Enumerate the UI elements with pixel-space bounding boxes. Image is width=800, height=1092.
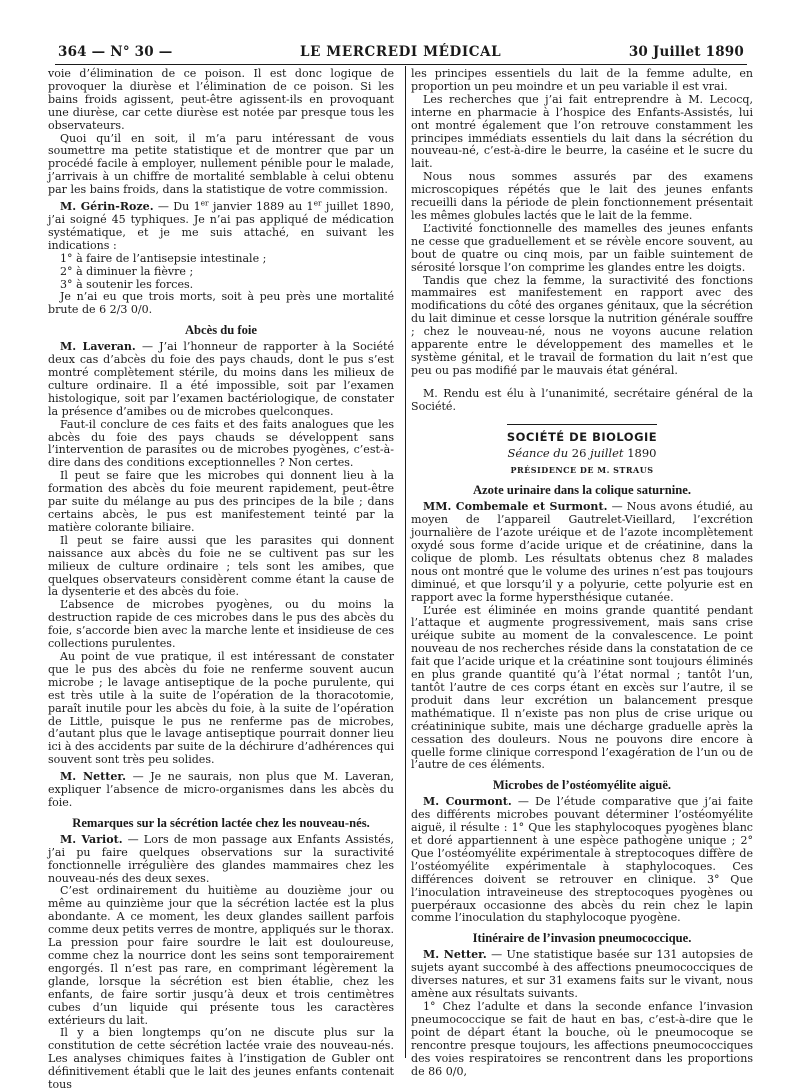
speaker-paragraph (48, 834, 394, 886)
speaker-name: M. Laveran. (60, 340, 136, 354)
section-heading: Itinéraire de l’invasion pneumococcique. (472, 931, 692, 946)
paragraph: L’urée est éliminée en moins grande quantité pendant l’attaque et augmente progressivement, mais sans crise uréique subite au moment de la convalescence. Le point nouveau de nos recherches réside dans la constatation de ce fait que l’acide urique et la créatinine sont toujours éliminés en plus grande quantité qu’à l’état normal ; tantôt l’un, tantôt l’autre de ces corps étant en excès sur l’autre, il se produit dans leur excrétion un balancement presque mathématique. Il n’existe pas non plus de crise urique ou créatininique subite, mais une décharge graduelle après la cessation des douleurs. Nous ne pouvons dire encore à quelle forme clinique correspond l’exagération de l’un ou de l’autre de ces éléments. (411, 603, 753, 772)
speaker-name: M. Variot. (60, 832, 123, 846)
paragraph: C’est ordinairement du huitième au douzième jour ou même au quinzième jour que la sécrétion lactée est la plus abondante. A ce moment, les deux glandes saillent parfois comme deux petits verres de montre, appliqués sur le thorax. La pression pour faire sourdre le lait est douloureuse, comme chez la nourrice dont les seins sont temporairement engorgés. Il n’est pas rare, en comprimant légèrement la glande, lorsque la sécrétion est bien établie, chez les enfants, de faire sortir jusqu’à deux et trois centimètres cubes d’un liquide qui présente tous les caractères extérieurs du lait. (48, 884, 394, 1027)
society-title: SOCIÉTÉ DE BIOLOGIE (506, 429, 658, 444)
speaker-name: MM. Combemale et Surmont. (423, 500, 608, 514)
journal-title: LE MERCREDI MÉDICAL (300, 44, 502, 60)
speaker-name: M. Courmont. (423, 795, 512, 809)
session-day: 26 (571, 446, 587, 461)
paragraph-text: — Une statistique basée sur 131 autopsies de sujets ayant succombé à des affections pneumococciques de diverses natures, et sur 31 examens faits sur le vivant, nous amène aux résultats suivants. (411, 948, 753, 1001)
paragraph: les principes essentiels du lait de la femme adulte, en proportion un peu moindre et un peu variable il est vrai. (411, 67, 753, 93)
speaker-paragraph (48, 771, 394, 810)
speaker-paragraph (48, 341, 394, 418)
paragraph-text: — Je ne saurais, non plus que M. Laveran, expliquer l’absence de micro-organismes dans les abcès du foie. (48, 770, 394, 809)
paragraph: Nous nous sommes assurés par des examens microscopiques répétés que le lait des jeunes enfants recueilli dans la période de plein fonctionnement présentait les mêmes globules lactés que le lait de la femme. (411, 170, 753, 222)
superscript: er (313, 198, 322, 208)
superscript: er (200, 198, 209, 208)
speaker-name: M. Netter. (423, 948, 487, 962)
paragraph: voie d’élimination de ce poison. Il est donc logique de provoquer la diurèse et l’élimination de ce poison. Si les bains froids agissent, peut-être agissent-ils en provoquant une diurèse, car cette diurèse est notée par presque tous les observateurs. (48, 67, 394, 132)
presidency-line: PRÉSIDENCE DE M. STRAUS (510, 465, 654, 476)
list-item: 3° à soutenir les forces. (60, 277, 194, 291)
page-number: 364 — N° 30 — (58, 44, 173, 60)
paragraph: L’absence de microbes pyogènes, ou du moins la destruction rapide de ces microbes dans le pus des abcès du foie, s’accorde bien avec la marche lente et insidieuse de ces collections purulentes. (48, 598, 394, 651)
paragraph: Il peut se faire que les microbes qui donnent lieu à la formation des abcès du foie meurent rapidement, peut-être par suite du mélange au pus des principes de la bile ; dans certains abcès, le pus est manifestement teinté par la matière colorante biliaire. (48, 469, 394, 534)
speaker-paragraph (48, 198, 395, 253)
paragraph: Quoi qu’il en soit, il m’a paru intéressant de vous soumettre ma petite statistique et de montrer que par un procédé facile à employer, nullement pénible pour le malade, j’arrivais à un chiffre de mortalité semblable à celui obtenu par les bains froids, dans la statistique de votre commission. (48, 131, 394, 197)
paragraph-text: juillet 1890, j’ai soigné 45 typhiques. Je n’ai pas appliqué de médication systématique, et je me suis attaché, en suivant les indications : (48, 200, 395, 252)
speaker-name: M. Gérin-Roze. (60, 200, 154, 214)
paragraph-text: — Lors de mon passage aux Enfants Assistés, j’ai pu faire quelques observations sur la suractivité fonctionnelle irrégulière des glandes mammaires chez les nouveau-nés des deux sexes. (48, 832, 394, 885)
section-heading: Abcès du foie (184, 323, 258, 338)
paragraph-text: — Nous avons étudié, au moyen de l’appareil Gautrelet-Vieillard, l’excrétion journalière de l’azote uréique et de l’azote incomplètement oxydé sous forme d’acide urique et de créatinine, dans la colique de plomb. Les résultats obtenus chez 8 malades nous ont montré que le volume des urines n’est pas toujours diminué, et que lorsqu’il y a polyurie, cette polyurie est en rapport avec la forme hypersthésique cutanée. (411, 500, 753, 604)
speaker-paragraph (411, 796, 753, 925)
section-heading: Remarques sur la sécrétion lactée chez les nouveau-nés. (72, 815, 370, 830)
paragraph: M. Rendu est élu à l’unanimité, secrétaire général de la Société. (411, 386, 753, 413)
section-heading: Azote urinaire dans la colique saturnine. (472, 483, 692, 498)
paragraph: Faut-il conclure de ces faits et des faits analogues que les abcès du foie des pays chauds se développent sans l’intervention de parasites ou de microbes pyogènes, c’est-à-dire dans des conditions exceptionnelles ? Non certes. (48, 417, 394, 470)
paragraph: Il peut se faire aussi que les parasites qui donnent naissance aux abcès du foie ne se cultivent pas sur les milieux de culture ordinaire ; tels sont les amibes, que quelques observateurs considèrent comme étant la cause de la dysenterie et des abcès du foie. (48, 533, 394, 599)
speaker-name: M. Netter. (60, 770, 127, 784)
right-column (411, 67, 753, 1078)
speaker-paragraph (411, 949, 753, 1001)
indication-list (48, 253, 394, 292)
speaker-paragraph (411, 501, 753, 604)
session-year: 1890 (627, 446, 657, 461)
session-text: Séance du (507, 446, 572, 461)
page-header (58, 38, 744, 60)
header-rule (55, 64, 747, 65)
left-column (48, 67, 395, 1092)
issue-date: 30 Juillet 1890 (628, 44, 744, 60)
paragraph: Les recherches que j’ai fait entreprendre à M. Lecocq, interne en pharmacie à l’hospice des Enfants-Assistés, lui ont montré également que l’on retrouve constamment les principes immédiats essentiels du lait dans la sécrétion du nouveau-né, c’est-à-dire le beurre, la caséine et le sucre du lait. (411, 92, 753, 171)
paragraph-text: janvier 1889 au 1 (208, 200, 314, 214)
paragraph-text: — J’ai l’honneur de rapporter à la Société deux cas d’abcès du foie des pays chauds, dont le pus s’est montré complètement stérile, du moins dans les milieux de culture ordinaire. Il a été impossible, soit par l’examen histologique, soit par l’examen bactériologique, de constater la présence d’amibes ou de microbes quelconques. (48, 340, 395, 418)
paragraph: Je n’ai eu que trois morts, soit à peu près une mortalité brute de 6 2/3 0/0. (48, 290, 394, 317)
paragraph: Au point de vue pratique, il est intéressant de constater que le pus des abcès du foie ne renferme souvent aucun microbe ; le lavage antiseptique de la poche purulente, qui est très utile à la suite de l’opération de la thoracotomie, paraît inutile pour les abcès du foie, à la suite de l’opération de Little, puisque le pus ne renferme pas de microbes, d’autant plus que le lavage antiseptique pourrait donner lieu ici à des accidents par suite de la déchirure d’adhérences qui souvent sont très peu solides. (48, 649, 394, 767)
section-heading: Microbes de l’ostéomyélite aiguë. (492, 778, 672, 793)
paragraph: Tandis que chez la femme, la suractivité des fonctions mammaires est manifestement en rapport avec des modifications du côté des organes génitaux, que la sécrétion du lait diminue et cesse lorsque la nutrition générale souffre ; chez le nouveau-né, nous ne voyons aucune relation apparente entre le développement des mamelles et le système génital, et le travail de formation du lait n’est que peu ou pas modifié par le mauvais état général. (411, 273, 753, 377)
column-divider (405, 66, 406, 1058)
session-text: juillet (586, 446, 628, 461)
paragraph: L’activité fonctionnelle des mamelles des jeunes enfants ne cesse que graduellement et se révèle encore souvent, au bout de quatre ou cinq mois, par un faible suintement de sérosité lorsque l’on comprime les glandes entre les doigts. (411, 221, 753, 274)
paragraph-text: — Du 1 (153, 200, 201, 214)
paragraph-text: — De l’étude comparative que j’ai faite des différents microbes pouvant déterminer l’ostéomyélite aiguë, il résulte : 1° Que les staphylocoques pyogènes blanc et doré appartiennent à une espèce pathogène unique ; 2° Que l’ostéomyélite expérimentale à streptocoques diffère de l’ostéomyélite expérimentale à staphylocoques. Ces différences doivent se retrouver en clinique. 3° Que l’inoculation intraveineuse des streptocoques pyogènes ou puerpéraux occasionne des abcès du rein chez le lapin comme l’inoculation du staphylocoque pyogène. (411, 795, 753, 925)
paragraph: Il y a bien longtemps qu’on ne discute plus sur la constitution de cette sécrétion lactée vraie des nouveau-nés. Les analyses chimiques faites à l’instigation de Gubler ont définitivement établi que le lait des jeunes enfants contenait tous (48, 1026, 394, 1092)
session-date (411, 447, 753, 460)
list-item: 2° à diminuer la fièvre ; (60, 264, 194, 278)
section-rule (507, 424, 657, 425)
list-item: 1° à faire de l’antisepsie intestinale ; (60, 251, 267, 265)
paragraph: 1° Chez l’adulte et dans la seconde enfance l’invasion pneumococcique se fait de haut en bas, c’est-à-dire que le point de départ étant la bouche, où le pneumocoque se rencontre presque toujours, les affections pneumococciques des voies respiratoires se rencontrent dans les proportions de 86 0/0, (411, 1000, 753, 1078)
